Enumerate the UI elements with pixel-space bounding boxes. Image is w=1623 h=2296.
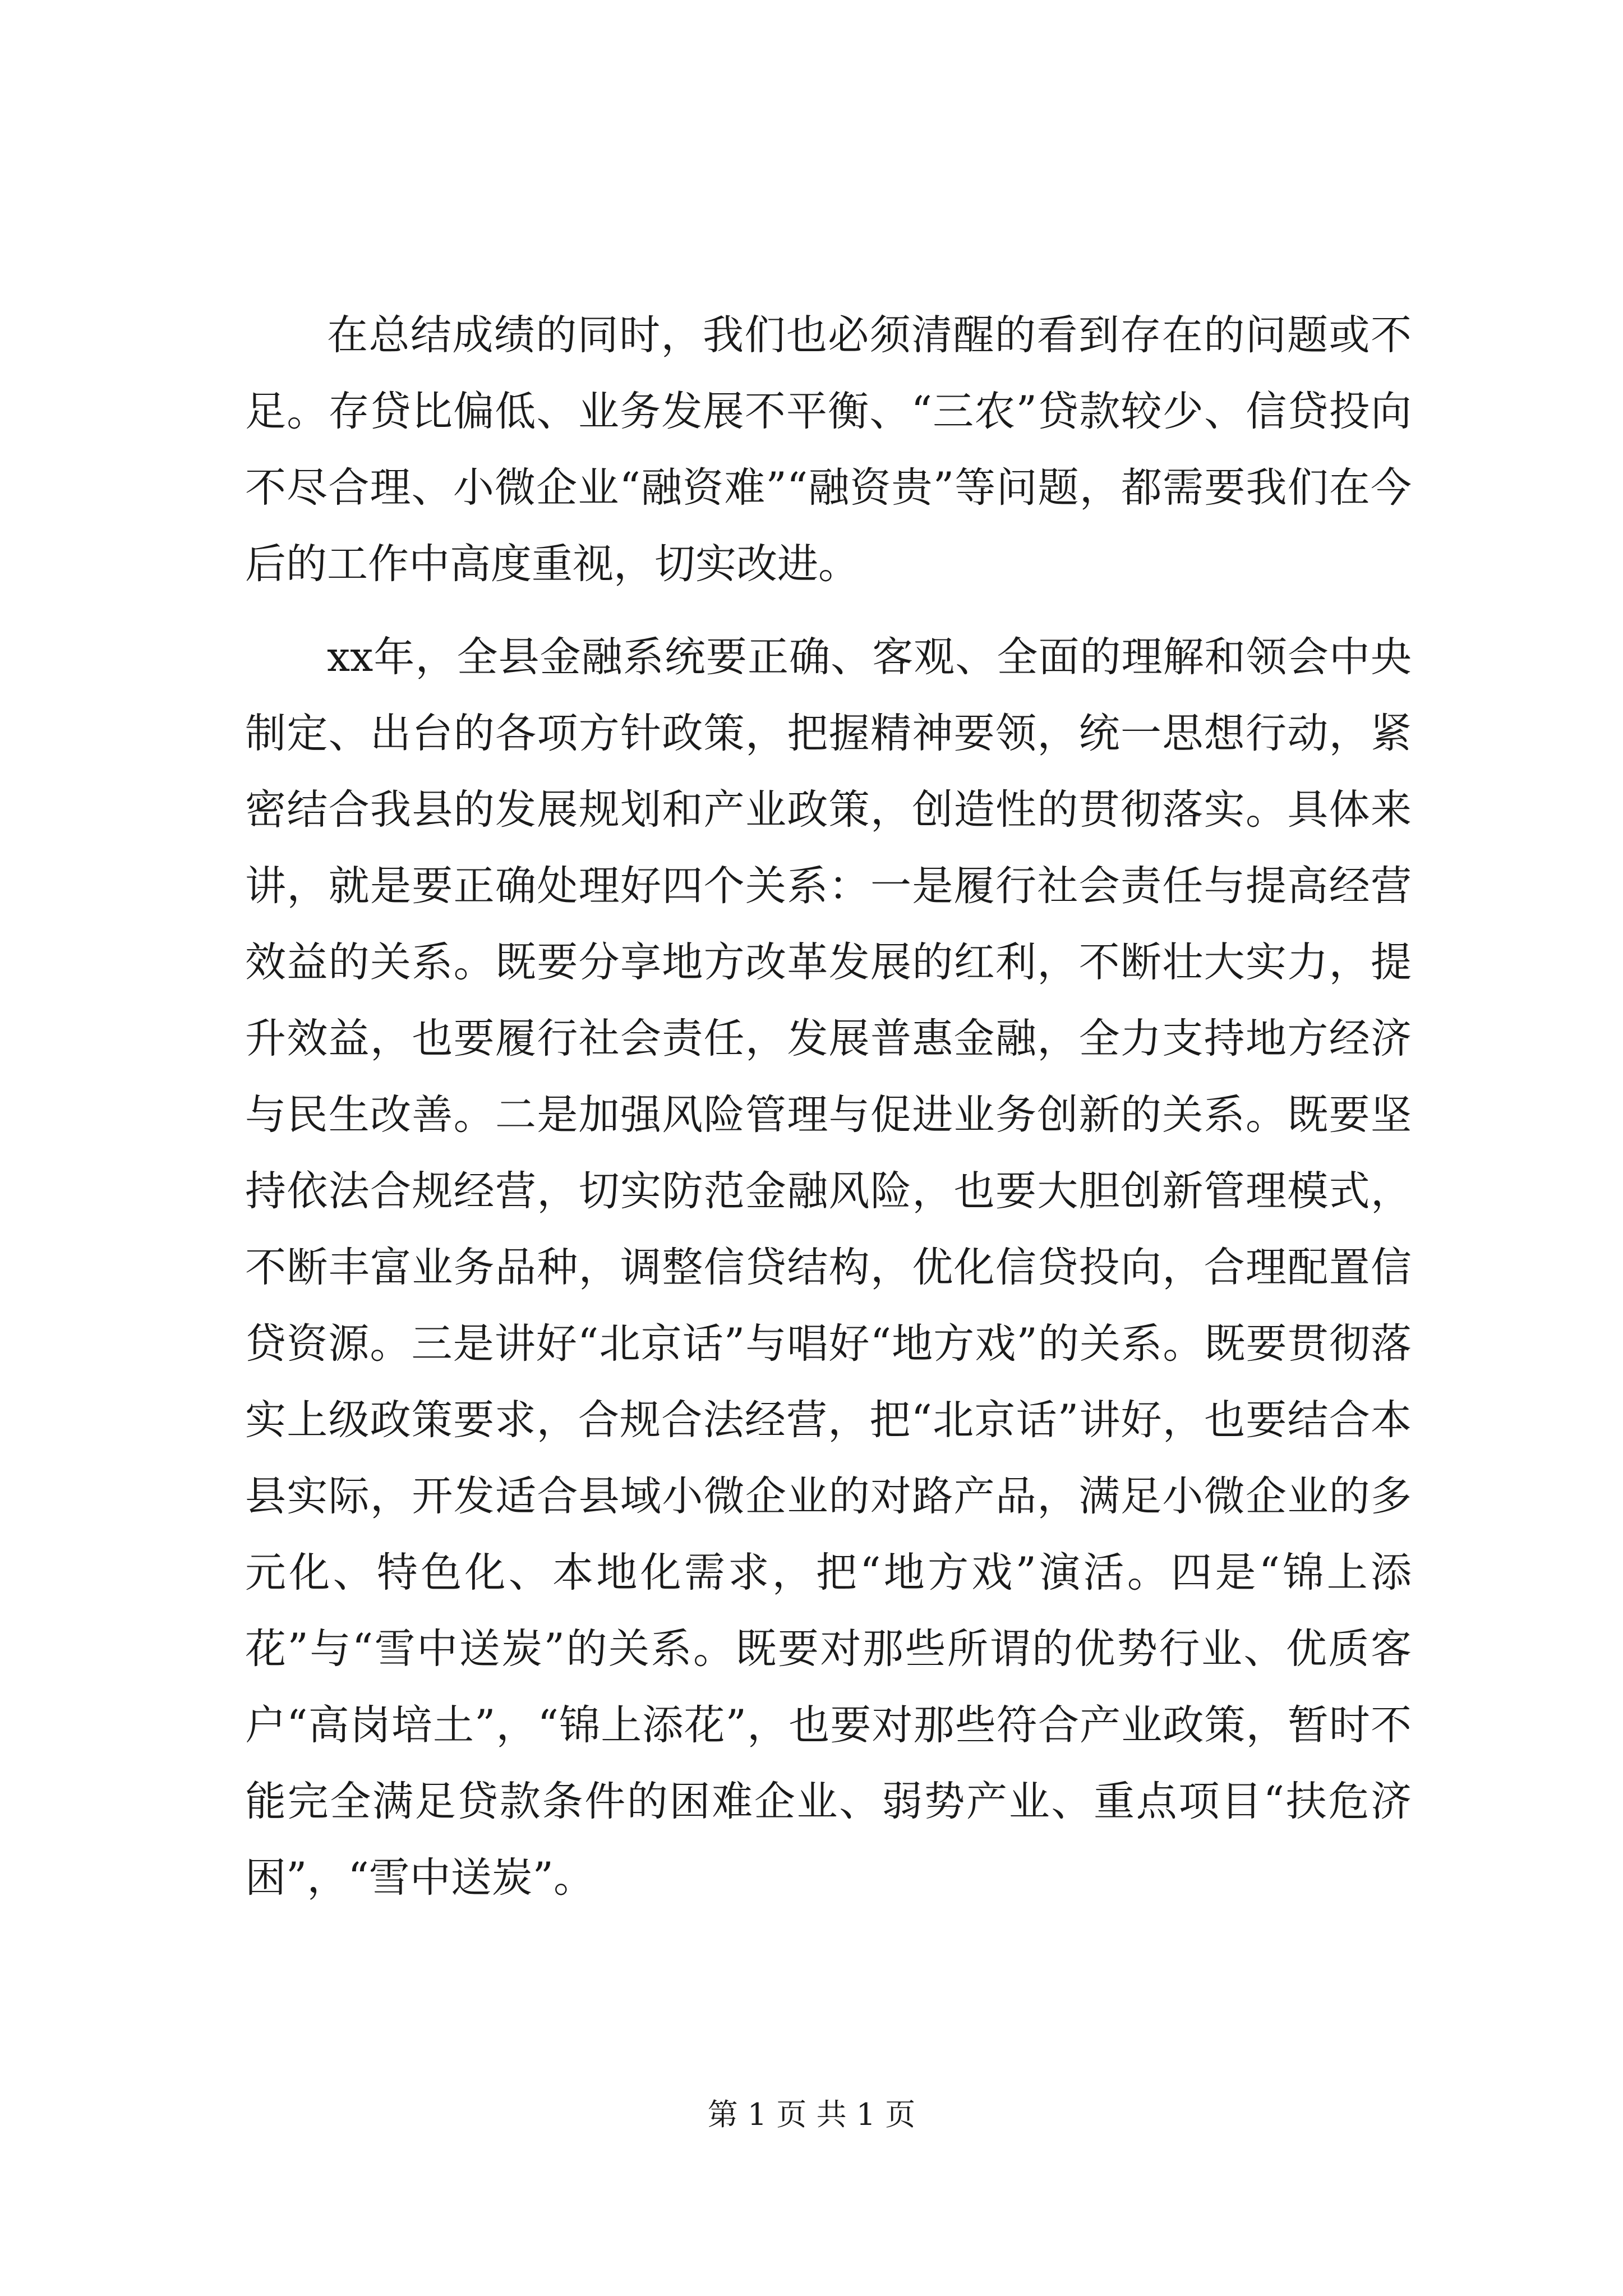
document-body — [245, 297, 1412, 1933]
page-footer: 第 1 页 共 1 页 — [707, 2097, 916, 2132]
paragraph-2: xx年，全县金融系统要正确、客观、全面的理解和领会中央制定、出台的各项方针政策，把握精神要领，统一思想行动，紧密结合我县的发展规划和产业政策，创造性的贯彻落实。具体来讲，就是要正确处理好四个关系：一是履行社会责任与提高经营效益的关系。既要分享地方改革发展的红利，不断壮大实力，提升效益，也要履行社会责任，发展普惠金融，全力支持地方经济与民生改善。二是加强风险管理与促进业务创新的关系。既要坚持依法合规经营，切实防范金融风险，也要大胆创新管理模式，不断丰富业务品种，调整信贷结构，优化信贷投向，合理配置信贷资源。三是讲好“北京话”与唱好“地方戏”的关系。既要贯彻落实上级政策要求，合规合法经营，把“北京话”讲好，也要结合本县实际，开发适合县域小微企业的对路产品，满足小微企业的多元化、特色化、本地化需求，把“地方戏”演活。四是“锦上添花”与“雪中送炭”的关系。既要对那些所谓的优势行业、优质客户“高岗培土”，“锦上添花”，也要对那些符合产业政策，暂时不能完全满足贷款条件的困难企业、弱势产业、重点项目“扶危济困”，“雪中送炭”。 — [245, 633, 1412, 1902]
paragraph-1: 在总结成绩的同时，我们也必须清醒的看到存在的问题或不足。存贷比偏低、业务发展不平衡、“三农”贷款较少、信贷投向不尽合理、小微企业“融资难”“融资贵”等问题，都需要我们在今后的工作中高度重视，切实改进。 — [245, 311, 1412, 588]
